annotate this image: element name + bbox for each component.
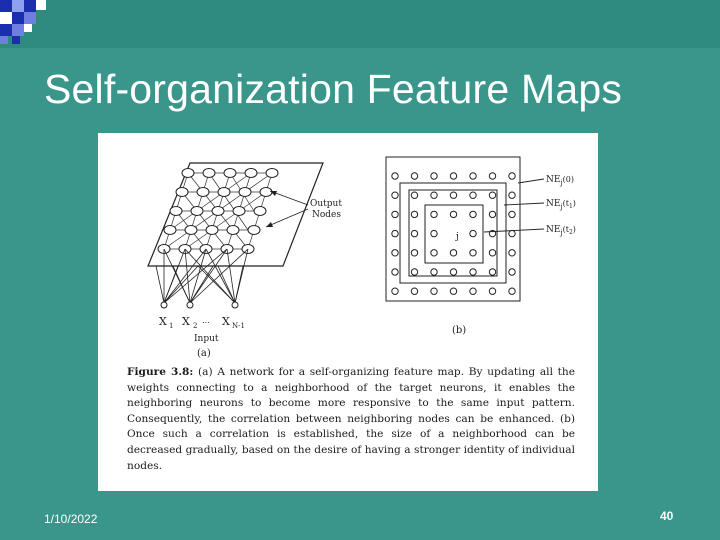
input-nodes (161, 302, 238, 308)
input-connections (156, 249, 248, 303)
input-x1-sub: 1 (169, 322, 174, 330)
header-band (0, 0, 720, 48)
input-ellipsis: ... (202, 316, 210, 325)
grid-node (392, 173, 398, 179)
input-xn-sub: N-1 (232, 322, 245, 330)
grid-node (489, 173, 495, 179)
grid-node (431, 269, 437, 275)
grid-node (450, 269, 456, 275)
grid-node (509, 250, 515, 256)
neighborhood-t2 (425, 205, 483, 263)
grid-node (431, 230, 437, 236)
ne1-label: $NE_j(t_1)$ (546, 199, 576, 211)
page-number: 40 (660, 509, 674, 523)
input-xn-label: X (222, 315, 230, 328)
grid-node (509, 230, 515, 236)
grid-node (470, 230, 476, 236)
panel-b-label: (b) (452, 325, 467, 336)
grid-node (450, 250, 456, 256)
grid-node (431, 250, 437, 256)
figure-image (98, 133, 598, 491)
caption-text: (a) A network for a self-organizing feature map. By updating all the weights connecting to a neighborhood of the target neurons, it enables the neighboring neurons to become more responsive to the same input pattern. Consequently, the correlation between neighboring nodes can be enhanced. (b) Once such a correlation is established, the size of a neighborhood can be decreased gradually, based on the desire of having a stronger identity of individual nodes. (127, 366, 575, 472)
grid-node (392, 250, 398, 256)
panel-a-label: (a) (197, 348, 211, 359)
center-node-label: j (456, 232, 459, 242)
output-label-1: Output (310, 199, 342, 209)
input-x2-sub: 2 (193, 322, 198, 330)
grid-node (489, 250, 495, 256)
grid-node (411, 192, 417, 198)
grid-node (450, 211, 456, 217)
grid-node (411, 269, 417, 275)
grid-node (470, 192, 476, 198)
grid-node (411, 250, 417, 256)
grid-node (392, 288, 398, 294)
output-arrows (266, 191, 308, 227)
grid-node (411, 230, 417, 236)
grid-node (392, 230, 398, 236)
grid-node (509, 288, 515, 294)
ne2-label: $NE_j(t_2)$ (546, 225, 576, 237)
grid-node (450, 173, 456, 179)
grid-node (470, 211, 476, 217)
grid-node (431, 192, 437, 198)
figure-caption (127, 365, 575, 474)
input-x1-label: X (159, 315, 167, 328)
ne-arrows (484, 179, 544, 232)
caption-label: Figure 3.8: (127, 366, 194, 378)
input-label: Input (194, 334, 219, 344)
grid-node (470, 250, 476, 256)
output-label-2: Nodes (312, 210, 341, 220)
grid-node (489, 192, 495, 198)
grid-node (509, 269, 515, 275)
grid-node (411, 288, 417, 294)
grid-node (470, 269, 476, 275)
decorative-squares-logo (0, 0, 64, 48)
grid-node (392, 269, 398, 275)
grid-node (450, 192, 456, 198)
grid-node (450, 288, 456, 294)
grid-node (392, 211, 398, 217)
grid-node (489, 288, 495, 294)
grid-node (470, 173, 476, 179)
input-x2-label: X (182, 315, 190, 328)
grid-node (509, 211, 515, 217)
footer-date: 1/10/2022 (44, 512, 98, 526)
ne0-label: $NE_j(0)$ (546, 175, 574, 187)
grid-node (392, 192, 398, 198)
grid-node (489, 211, 495, 217)
grid-node (411, 173, 417, 179)
grid-node (431, 288, 437, 294)
grid-node (411, 211, 417, 217)
grid-node (431, 211, 437, 217)
grid-node (470, 288, 476, 294)
panel-b-frame (386, 157, 520, 301)
slide-title: Self-organization Feature Maps (44, 66, 623, 112)
grid-node (509, 173, 515, 179)
grid-node (431, 173, 437, 179)
grid-node (489, 269, 495, 275)
grid-node (509, 192, 515, 198)
